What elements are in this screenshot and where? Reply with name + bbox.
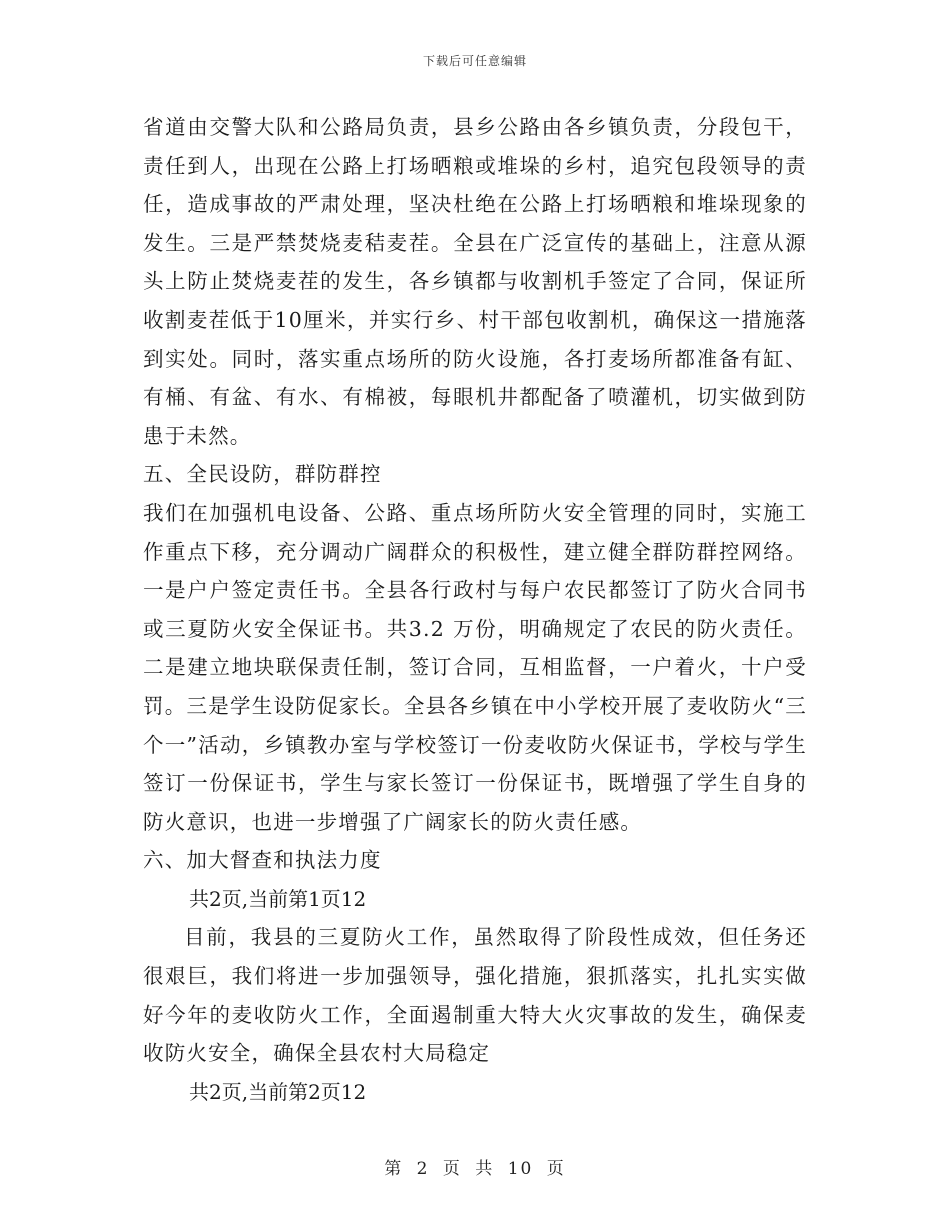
inline-page-note-1: 共2页,当前第1页12 (189, 886, 367, 911)
paragraph-mass-prevention: 我们在加强机电设备、公路、重点场所防火安全管理的同时，实施工作重点下移，充分调动广阔群众的积极性，建立健全群防群控网络。一是户户签定责任书。全县各行政村与每户农民都签订了防火合同书或三夏防火安全保证书。共3.2 万份，明确规定了农民的防火责任。二是建立地块联保责任制，签订合同，互相监督，一户着火，十户受罚。三是学生设防促家长。全县各乡镇在中小学校开展了麦收防火“三个一”活动，乡镇教办室与学校签订一份麦收防火保证书，学校与学生签订一份保证书，学生与家长签订一份保证书，既增强了学生自身的防火意识，也进一步增强了广阔家长的防火责任感。 (143, 500, 807, 834)
inline-page-note-2: 共2页,当前第2页12 (189, 1079, 367, 1104)
page-header: 下载后可任意编辑 (422, 54, 527, 68)
section-heading-six: 六、加大督查和执法力度 (143, 848, 382, 873)
section-heading-five: 五、全民设防，群防群控 (143, 462, 382, 487)
document-body (143, 108, 807, 1111)
paragraph-conclusion: 目前，我县的三夏防火工作，虽然取得了阶段性成效，但任务还很艰巨，我们将进一步加强领导，强化措施，狠抓落实，扎扎实实做好今年的麦收防火工作，全面遏制重大特大火灾事故的发生，确保麦收防火安全，确保全县农村大局稳定 (143, 925, 807, 1066)
page-footer: 第 2 页 共 10 页 (384, 1159, 566, 1179)
paragraph-fire-prevention-measures: 省道由交警大队和公路局负责，县乡公路由各乡镇负责，分段包干，责任到人，出现在公路上打场晒粮或堆垛的乡村，追究包段领导的责任，造成事故的严肃处理，坚决杜绝在公路上打场晒粮和堆垛现象的发生。三是严禁焚烧麦秸麦茬。全县在广泛宣传的基础上，注意从源头上防止焚烧麦茬的发生，各乡镇都与收割机手签定了合同，保证所收割麦茬低于10厘米，并实行乡、村干部包收割机，确保这一措施落到实处。同时，落实重点场所的防火设施，各打麦场所都准备有缸、有桶、有盆、有水、有棉被，每眼机井都配备了喷灌机，切实做到防患于未然。 (143, 115, 807, 448)
